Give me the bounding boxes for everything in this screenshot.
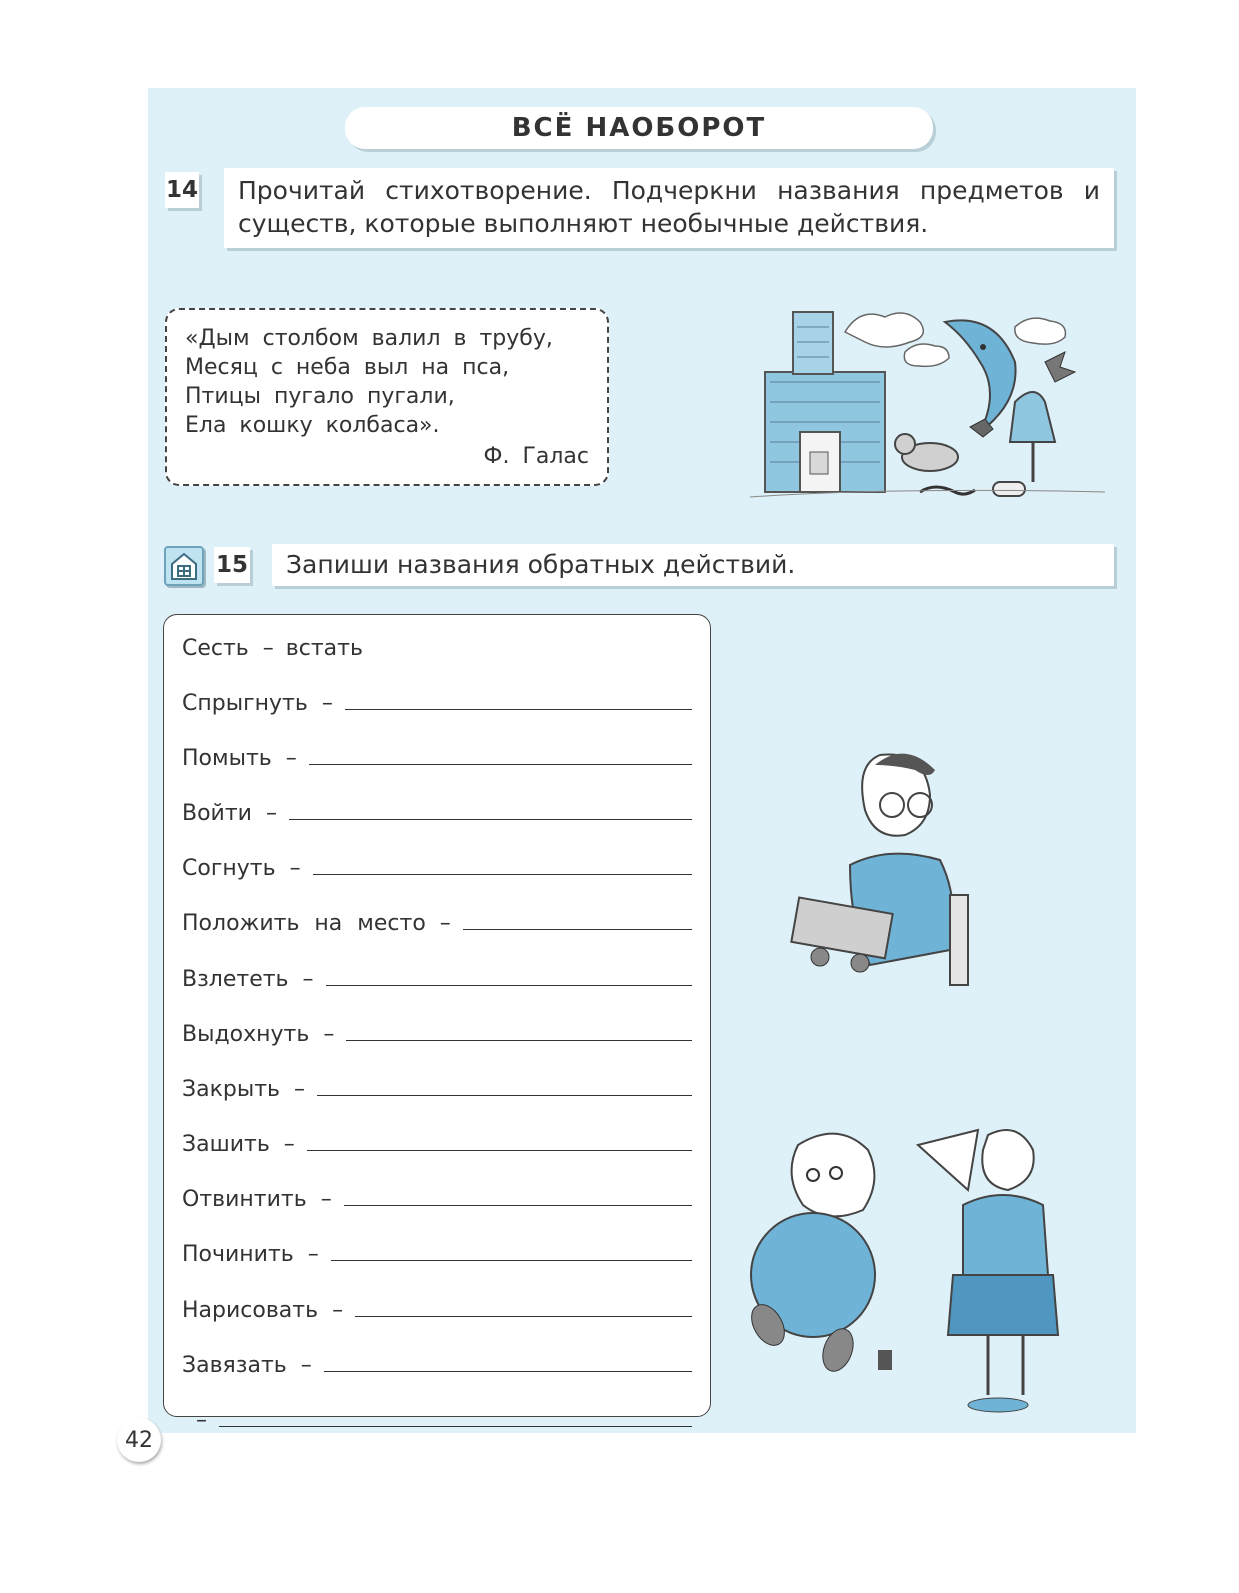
answer-line[interactable]: [289, 819, 692, 820]
exercise-row: Отвинтить –: [182, 1182, 692, 1212]
answer-line[interactable]: [345, 709, 692, 710]
exercise-row: Починить –: [182, 1237, 692, 1267]
exercise-word: Согнуть: [182, 856, 276, 881]
page-title: ВСЁ НАОБОРОТ: [345, 107, 933, 149]
exercise-word: Спрыгнуть: [182, 691, 308, 716]
task-14-instruction: Прочитай стихотворение. Подчеркни названия предметов и существ, которые выполняют необычные действия.: [224, 168, 1114, 248]
answer-line[interactable]: [355, 1316, 692, 1317]
answer-line[interactable]: [346, 1040, 692, 1041]
exercise-word: Войти: [182, 801, 252, 826]
answer-line[interactable]: [344, 1205, 692, 1206]
answer-box: [163, 614, 711, 1433]
answer-line[interactable]: [326, 985, 692, 986]
example-answer: встать: [285, 636, 363, 661]
exercise-row: Закрыть –: [182, 1072, 692, 1102]
exercise-word: Помыть: [182, 746, 272, 771]
exercise-row: –: [182, 1403, 692, 1433]
dash: –: [262, 636, 274, 661]
task-15-instruction: Запиши названия обратных действий.: [272, 544, 1114, 586]
exercise-word: Выдохнуть: [182, 1022, 310, 1047]
exercise-row: Выдохнуть –: [182, 1017, 692, 1047]
exercise-row: Положить на место –: [182, 906, 692, 936]
exercise-word: Зашить: [182, 1132, 270, 1157]
answer-line[interactable]: [463, 929, 692, 930]
poem-author: Ф. Галас: [483, 444, 589, 469]
example-word: Сесть: [182, 636, 249, 661]
answer-line[interactable]: [331, 1260, 692, 1261]
task-number-14: 14: [165, 172, 199, 208]
exercise-row: Завязать –: [182, 1348, 692, 1378]
example-row: [182, 631, 692, 661]
exercise-word: Завязать: [182, 1353, 287, 1378]
poem-box: [165, 308, 609, 486]
house-icon: [164, 546, 204, 586]
page-number: 42: [117, 1418, 161, 1462]
answer-line[interactable]: [324, 1371, 692, 1372]
answer-line[interactable]: [317, 1095, 692, 1096]
exercise-row: Помыть –: [182, 741, 692, 771]
exercise-row: Зашить –: [182, 1127, 692, 1157]
answer-line[interactable]: [307, 1150, 692, 1151]
exercise-word: Положить на место: [182, 911, 426, 936]
exercise-row: Согнуть –: [182, 851, 692, 881]
answer-line[interactable]: [219, 1426, 692, 1427]
answer-line[interactable]: [313, 874, 692, 875]
exercise-word: Взлететь: [182, 967, 289, 992]
exercise-word: Починить: [182, 1242, 294, 1267]
children-illustration: [738, 1115, 1118, 1415]
poem-line: «Дым столбом валил в трубу,: [185, 326, 553, 351]
exercise-word: Нарисовать: [182, 1298, 319, 1323]
boy-with-toy-illustration: [780, 745, 980, 995]
exercise-row: Нарисовать –: [182, 1293, 692, 1323]
poem-line: Месяц с неба выл на пса,: [185, 355, 510, 380]
poem-line: Ела кошку колбаса».: [185, 413, 440, 438]
exercise-row: Спрыгнуть –: [182, 686, 692, 716]
exercise-word: Закрыть: [182, 1077, 280, 1102]
upside-down-world-illustration: [745, 292, 1115, 512]
answer-line[interactable]: [309, 764, 692, 765]
exercise-word: Отвинтить: [182, 1187, 307, 1212]
exercise-row: Войти –: [182, 796, 692, 826]
task-number-15: 15: [214, 547, 250, 583]
poem-line: Птицы пугало пугали,: [185, 384, 455, 409]
exercise-row: Взлететь –: [182, 962, 692, 992]
